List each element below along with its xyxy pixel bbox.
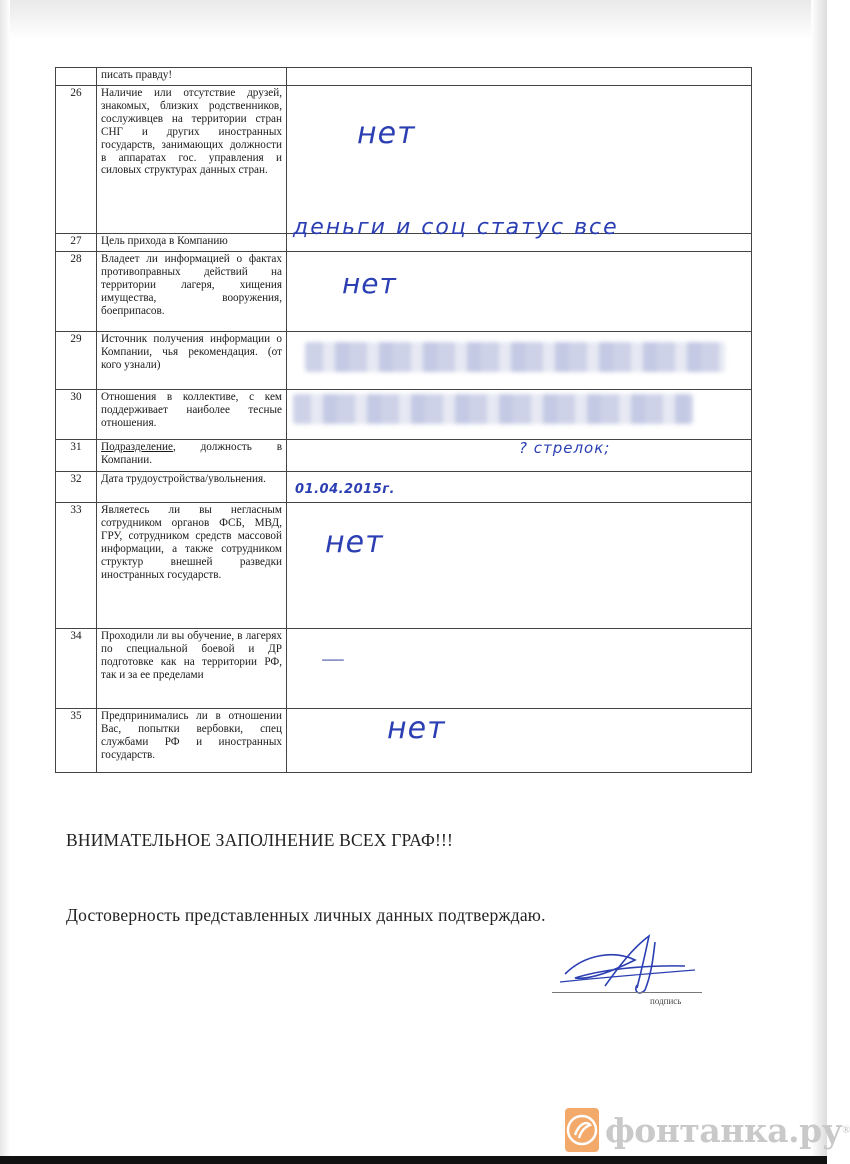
handwritten-answer: нет xyxy=(357,116,416,151)
table-row xyxy=(56,68,752,86)
confirmation-text: Достоверность представленных личных данных подтверждаю. xyxy=(66,905,546,925)
row-answer xyxy=(287,440,752,472)
watermark-logo xyxy=(565,1103,850,1157)
table-row xyxy=(56,709,752,773)
table-row xyxy=(56,234,752,252)
row-answer xyxy=(287,629,752,709)
row-answer xyxy=(287,709,752,773)
handwritten-answer: нет xyxy=(325,525,384,560)
row-number: 27 xyxy=(56,234,97,252)
signature-caption: подпись xyxy=(650,996,682,1006)
row-question: Дата трудоустройства/увольнения. xyxy=(97,472,287,503)
handwritten-answer: нет xyxy=(387,711,446,746)
table-row xyxy=(56,629,752,709)
page-shadow-top xyxy=(0,0,827,40)
table-row xyxy=(56,440,752,472)
row-answer xyxy=(287,68,752,86)
row-number: 26 xyxy=(56,86,97,234)
row-question: Владеет ли информацией о фактах противоправных действий на территории лагеря, хищения имущества, вооружения, боеприпасов. xyxy=(97,252,287,332)
handwritten-answer: ? стрелок; xyxy=(519,439,611,457)
notice-text: ВНИМАТЕЛЬНОЕ ЗАПОЛНЕНИЕ ВСЕХ ГРАФ!!! xyxy=(66,830,454,850)
row-number: 34 xyxy=(56,629,97,709)
fountain-logo-icon xyxy=(565,1108,599,1152)
row-number: 31 xyxy=(56,440,97,472)
page-edge-right xyxy=(811,0,827,1164)
table-row xyxy=(56,472,752,503)
table-row xyxy=(56,252,752,332)
questionnaire-table xyxy=(55,67,752,773)
handwritten-answer: нет xyxy=(342,267,397,300)
scan-bottom-edge xyxy=(0,1156,827,1164)
table-row xyxy=(56,332,752,390)
signature-scribble xyxy=(545,930,715,1010)
row-number: 30 xyxy=(56,390,97,440)
row-answer xyxy=(287,390,752,440)
row-number: 35 xyxy=(56,709,97,773)
table-row xyxy=(56,86,752,234)
row-number: 32 xyxy=(56,472,97,503)
handwritten-answer: 01.04.2015г. xyxy=(295,482,395,497)
row-question: Наличие или отсутствие друзей, знакомых, близких родственников, сослуживцев на территории стран СНГ и других иностранных государств, занимающих должности в аппаратах гос. управления и силовых структурах данных стран. xyxy=(97,86,287,234)
redacted-area xyxy=(293,394,693,424)
dash-mark: — xyxy=(321,645,346,673)
row-question: писать правду! xyxy=(97,68,287,86)
handwritten-answer: деньги и соц статус все xyxy=(293,215,619,240)
row-question: Источник получения информации о Компании, чья рекомендация. (от кого узнали) xyxy=(97,332,287,390)
underlined-term: Подразделение xyxy=(101,441,173,453)
row-question: Подразделение, должность в Компании. xyxy=(97,440,287,472)
table-row xyxy=(56,503,752,629)
signature xyxy=(545,930,715,1010)
row-answer xyxy=(287,86,752,240)
row-question: Проходили ли вы обучение, в лагерях по специальной боевой и ДР подготовке как на территории РФ, так и за ее пределами xyxy=(97,629,287,709)
signature-line xyxy=(552,992,702,993)
row-answer xyxy=(287,215,752,252)
row-question: Являетесь ли вы негласным сотрудником органов ФСБ, МВД, ГРУ, сотрудником средств массовой информации, а также сотрудником структур внешней разведки иностранных государств. xyxy=(97,503,287,629)
row-question: Отношения в коллективе, с кем поддерживает наиболее тесные отношения. xyxy=(97,390,287,440)
redacted-area xyxy=(305,342,725,372)
table-row xyxy=(56,390,752,440)
row-question: Предпринимались ли в отношении Вас, попытки вербовки, спец службами РФ и иностранных государств. xyxy=(97,709,287,773)
row-answer xyxy=(287,472,752,503)
row-answer xyxy=(287,252,752,332)
registered-mark: ® xyxy=(842,1124,850,1136)
page-shadow-left xyxy=(0,0,10,1164)
row-answer xyxy=(287,503,752,629)
row-number: 28 xyxy=(56,252,97,332)
row-answer xyxy=(287,332,752,390)
row-question: Цель прихода в Компанию xyxy=(97,234,287,252)
row-number: 29 xyxy=(56,332,97,390)
row-number: 33 xyxy=(56,503,97,629)
watermark-text: фонтанка.ру xyxy=(605,1110,843,1150)
row-number xyxy=(56,68,97,86)
